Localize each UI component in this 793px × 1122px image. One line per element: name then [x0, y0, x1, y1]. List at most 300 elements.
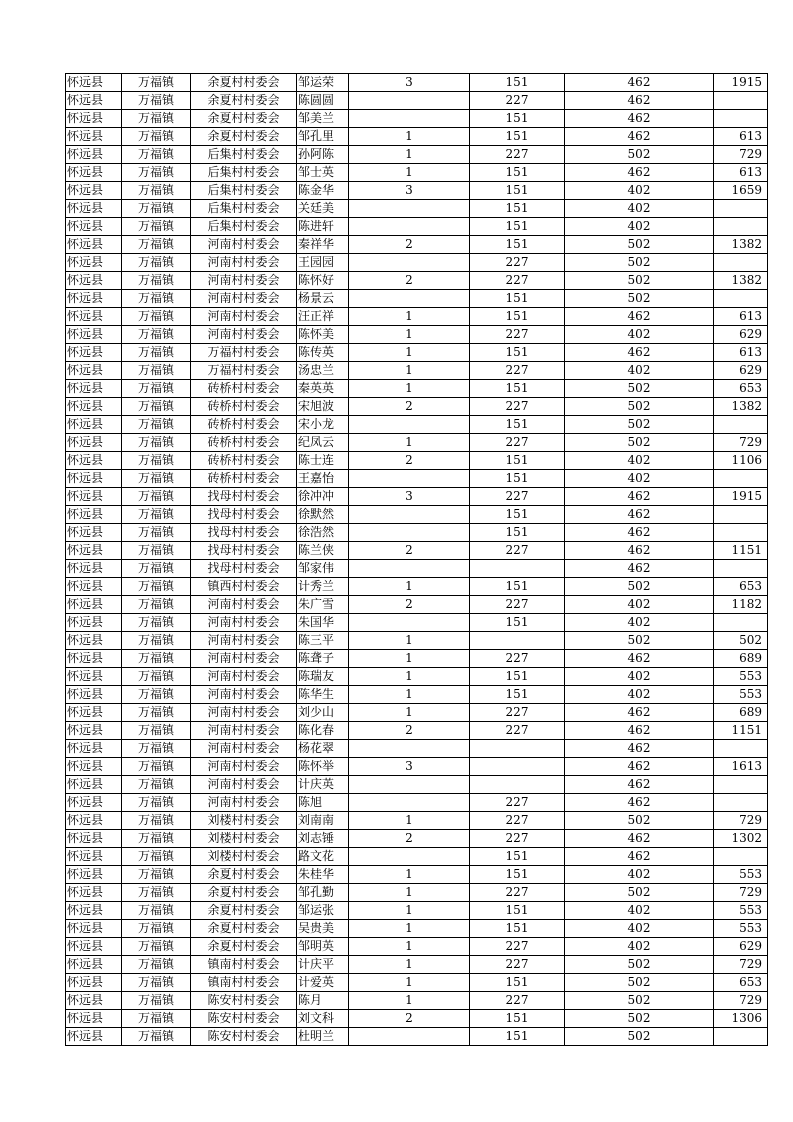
- town-cell: 万福镇: [122, 128, 191, 146]
- county-cell: 怀远县: [66, 110, 122, 128]
- count-cell: 1: [349, 128, 470, 146]
- county-cell: 怀远县: [66, 254, 122, 272]
- county-cell: 怀远县: [66, 866, 122, 884]
- name-cell: 杨景云: [297, 290, 349, 308]
- name-cell: 邹孔勤: [297, 884, 349, 902]
- amount-a-cell: 151: [470, 470, 565, 488]
- town-cell: 万福镇: [122, 902, 191, 920]
- village-committee-cell: 河南村村委会: [191, 740, 297, 758]
- town-cell: 万福镇: [122, 272, 191, 290]
- name-cell: 邹美兰: [297, 110, 349, 128]
- total-cell: [714, 92, 768, 110]
- total-cell: 1151: [714, 542, 768, 560]
- count-cell: 2: [349, 722, 470, 740]
- count-cell: 3: [349, 74, 470, 92]
- amount-a-cell: 227: [470, 542, 565, 560]
- table-row: [66, 974, 768, 992]
- name-cell: 徐默然: [297, 506, 349, 524]
- town-cell: 万福镇: [122, 200, 191, 218]
- name-cell: 邹运荣: [297, 74, 349, 92]
- total-cell: 729: [714, 956, 768, 974]
- table-row: [66, 128, 768, 146]
- table-row: [66, 578, 768, 596]
- amount-b-cell: 462: [565, 488, 714, 506]
- county-cell: 怀远县: [66, 830, 122, 848]
- village-committee-cell: 河南村村委会: [191, 290, 297, 308]
- total-cell: 729: [714, 812, 768, 830]
- count-cell: 1: [349, 632, 470, 650]
- amount-a-cell: 151: [470, 290, 565, 308]
- village-committee-cell: 余夏村村委会: [191, 866, 297, 884]
- total-cell: 553: [714, 686, 768, 704]
- village-committee-cell: 河南村村委会: [191, 326, 297, 344]
- total-cell: 502: [714, 632, 768, 650]
- amount-b-cell: 462: [565, 92, 714, 110]
- total-cell: [714, 254, 768, 272]
- total-cell: 689: [714, 704, 768, 722]
- total-cell: [714, 614, 768, 632]
- town-cell: 万福镇: [122, 884, 191, 902]
- name-cell: 汪正祥: [297, 308, 349, 326]
- amount-b-cell: 402: [565, 668, 714, 686]
- name-cell: 陈怀美: [297, 326, 349, 344]
- amount-b-cell: 462: [565, 740, 714, 758]
- total-cell: 1382: [714, 272, 768, 290]
- name-cell: 吴贵美: [297, 920, 349, 938]
- table-row: [66, 542, 768, 560]
- name-cell: 陈旭: [297, 794, 349, 812]
- name-cell: 陈化春: [297, 722, 349, 740]
- amount-b-cell: 462: [565, 506, 714, 524]
- town-cell: 万福镇: [122, 812, 191, 830]
- count-cell: 1: [349, 902, 470, 920]
- village-committee-cell: 余夏村村委会: [191, 920, 297, 938]
- town-cell: 万福镇: [122, 938, 191, 956]
- name-cell: 关廷美: [297, 200, 349, 218]
- town-cell: 万福镇: [122, 866, 191, 884]
- total-cell: 553: [714, 920, 768, 938]
- village-committee-cell: 后集村村委会: [191, 146, 297, 164]
- amount-a-cell: 227: [470, 398, 565, 416]
- county-cell: 怀远县: [66, 740, 122, 758]
- town-cell: 万福镇: [122, 290, 191, 308]
- county-cell: 怀远县: [66, 884, 122, 902]
- amount-b-cell: 462: [565, 128, 714, 146]
- amount-b-cell: 462: [565, 722, 714, 740]
- count-cell: [349, 218, 470, 236]
- table-row: [66, 326, 768, 344]
- town-cell: 万福镇: [122, 380, 191, 398]
- total-cell: 1302: [714, 830, 768, 848]
- table-row: [66, 146, 768, 164]
- town-cell: 万福镇: [122, 560, 191, 578]
- total-cell: 553: [714, 902, 768, 920]
- count-cell: 1: [349, 146, 470, 164]
- county-cell: 怀远县: [66, 470, 122, 488]
- village-committee-cell: 砖桥村村委会: [191, 398, 297, 416]
- total-cell: 729: [714, 884, 768, 902]
- table-row: [66, 668, 768, 686]
- name-cell: 陈金华: [297, 182, 349, 200]
- county-cell: 怀远县: [66, 974, 122, 992]
- county-cell: 怀远县: [66, 272, 122, 290]
- total-cell: [714, 776, 768, 794]
- amount-a-cell: 227: [470, 956, 565, 974]
- total-cell: 613: [714, 164, 768, 182]
- count-cell: [349, 794, 470, 812]
- county-cell: 怀远县: [66, 1010, 122, 1028]
- name-cell: 计爱英: [297, 974, 349, 992]
- amount-a-cell: 151: [470, 200, 565, 218]
- name-cell: 杜明兰: [297, 1028, 349, 1046]
- total-cell: [714, 506, 768, 524]
- county-cell: 怀远县: [66, 128, 122, 146]
- count-cell: 1: [349, 920, 470, 938]
- amount-a-cell: 227: [470, 92, 565, 110]
- county-cell: 怀远县: [66, 398, 122, 416]
- town-cell: 万福镇: [122, 650, 191, 668]
- count-cell: 1: [349, 938, 470, 956]
- town-cell: 万福镇: [122, 848, 191, 866]
- count-cell: 1: [349, 704, 470, 722]
- town-cell: 万福镇: [122, 218, 191, 236]
- amount-a-cell: 151: [470, 380, 565, 398]
- total-cell: [714, 110, 768, 128]
- county-cell: 怀远县: [66, 380, 122, 398]
- amount-a-cell: 227: [470, 488, 565, 506]
- count-cell: 3: [349, 758, 470, 776]
- village-committee-cell: 余夏村村委会: [191, 902, 297, 920]
- amount-b-cell: 402: [565, 470, 714, 488]
- amount-b-cell: 502: [565, 578, 714, 596]
- amount-a-cell: 227: [470, 326, 565, 344]
- name-cell: 计秀兰: [297, 578, 349, 596]
- county-cell: 怀远县: [66, 812, 122, 830]
- amount-a-cell: 227: [470, 146, 565, 164]
- table-row: [66, 848, 768, 866]
- county-cell: 怀远县: [66, 308, 122, 326]
- amount-b-cell: 462: [565, 758, 714, 776]
- county-cell: 怀远县: [66, 218, 122, 236]
- total-cell: [714, 848, 768, 866]
- name-cell: 孙阿陈: [297, 146, 349, 164]
- amount-a-cell: [470, 758, 565, 776]
- county-cell: 怀远县: [66, 542, 122, 560]
- village-committee-cell: 陈安村村委会: [191, 992, 297, 1010]
- table-row: [66, 830, 768, 848]
- town-cell: 万福镇: [122, 524, 191, 542]
- total-cell: 729: [714, 992, 768, 1010]
- table-row: [66, 1028, 768, 1046]
- county-cell: 怀远县: [66, 236, 122, 254]
- amount-b-cell: 502: [565, 236, 714, 254]
- name-cell: 宋小龙: [297, 416, 349, 434]
- village-committee-cell: 刘楼村村委会: [191, 830, 297, 848]
- name-cell: 陈三平: [297, 632, 349, 650]
- name-cell: 邹明英: [297, 938, 349, 956]
- amount-a-cell: 151: [470, 452, 565, 470]
- total-cell: [714, 200, 768, 218]
- table-row: [66, 452, 768, 470]
- county-cell: 怀远县: [66, 1028, 122, 1046]
- name-cell: 刘少山: [297, 704, 349, 722]
- town-cell: 万福镇: [122, 470, 191, 488]
- town-cell: 万福镇: [122, 110, 191, 128]
- table-row: [66, 308, 768, 326]
- town-cell: 万福镇: [122, 1010, 191, 1028]
- village-committee-cell: 河南村村委会: [191, 758, 297, 776]
- table-row: [66, 434, 768, 452]
- count-cell: 1: [349, 668, 470, 686]
- amount-b-cell: 502: [565, 812, 714, 830]
- amount-a-cell: 151: [470, 218, 565, 236]
- name-cell: 邹士英: [297, 164, 349, 182]
- amount-a-cell: 151: [470, 110, 565, 128]
- name-cell: 朱国华: [297, 614, 349, 632]
- amount-b-cell: 402: [565, 326, 714, 344]
- village-committee-cell: 余夏村村委会: [191, 110, 297, 128]
- village-committee-cell: 找母村村委会: [191, 488, 297, 506]
- amount-b-cell: 462: [565, 560, 714, 578]
- village-committee-cell: 镇南村村委会: [191, 974, 297, 992]
- table-row: [66, 1010, 768, 1028]
- amount-b-cell: 402: [565, 182, 714, 200]
- count-cell: [349, 848, 470, 866]
- county-cell: 怀远县: [66, 704, 122, 722]
- village-committee-cell: 砖桥村村委会: [191, 452, 297, 470]
- town-cell: 万福镇: [122, 956, 191, 974]
- name-cell: 陈兰侠: [297, 542, 349, 560]
- name-cell: 邹运张: [297, 902, 349, 920]
- amount-b-cell: 502: [565, 398, 714, 416]
- count-cell: 1: [349, 956, 470, 974]
- total-cell: [714, 1028, 768, 1046]
- table-row: [66, 740, 768, 758]
- table-row: [66, 290, 768, 308]
- amount-b-cell: 462: [565, 308, 714, 326]
- table-row: [66, 920, 768, 938]
- county-cell: 怀远县: [66, 452, 122, 470]
- county-cell: 怀远县: [66, 200, 122, 218]
- amount-b-cell: 502: [565, 992, 714, 1010]
- amount-b-cell: 502: [565, 1010, 714, 1028]
- village-committee-cell: 找母村村委会: [191, 542, 297, 560]
- county-cell: 怀远县: [66, 524, 122, 542]
- village-committee-cell: 找母村村委会: [191, 560, 297, 578]
- amount-b-cell: 402: [565, 866, 714, 884]
- amount-a-cell: 151: [470, 578, 565, 596]
- town-cell: 万福镇: [122, 488, 191, 506]
- table-row: [66, 218, 768, 236]
- village-committee-cell: 找母村村委会: [191, 506, 297, 524]
- town-cell: 万福镇: [122, 398, 191, 416]
- count-cell: 1: [349, 326, 470, 344]
- table-row: [66, 596, 768, 614]
- name-cell: 陈月: [297, 992, 349, 1010]
- count-cell: [349, 1028, 470, 1046]
- name-cell: 刘文科: [297, 1010, 349, 1028]
- amount-a-cell: 151: [470, 524, 565, 542]
- total-cell: 1151: [714, 722, 768, 740]
- town-cell: 万福镇: [122, 686, 191, 704]
- amount-b-cell: 462: [565, 74, 714, 92]
- count-cell: 1: [349, 344, 470, 362]
- table-row: [66, 506, 768, 524]
- amount-b-cell: 402: [565, 938, 714, 956]
- count-cell: [349, 92, 470, 110]
- amount-b-cell: 462: [565, 650, 714, 668]
- town-cell: 万福镇: [122, 722, 191, 740]
- village-committee-cell: 河南村村委会: [191, 704, 297, 722]
- town-cell: 万福镇: [122, 74, 191, 92]
- name-cell: 路文花: [297, 848, 349, 866]
- count-cell: 2: [349, 1010, 470, 1028]
- amount-a-cell: [470, 632, 565, 650]
- total-cell: 629: [714, 326, 768, 344]
- amount-b-cell: 462: [565, 776, 714, 794]
- count-cell: 1: [349, 434, 470, 452]
- village-committee-cell: 河南村村委会: [191, 254, 297, 272]
- amount-a-cell: [470, 740, 565, 758]
- town-cell: 万福镇: [122, 146, 191, 164]
- county-cell: 怀远县: [66, 182, 122, 200]
- amount-a-cell: 151: [470, 506, 565, 524]
- town-cell: 万福镇: [122, 308, 191, 326]
- amount-b-cell: 462: [565, 542, 714, 560]
- amount-a-cell: 227: [470, 722, 565, 740]
- count-cell: 2: [349, 272, 470, 290]
- table-row: [66, 632, 768, 650]
- table-row: [66, 470, 768, 488]
- count-cell: 3: [349, 488, 470, 506]
- village-committee-cell: 河南村村委会: [191, 614, 297, 632]
- county-cell: 怀远县: [66, 290, 122, 308]
- amount-b-cell: 402: [565, 686, 714, 704]
- village-committee-cell: 砖桥村村委会: [191, 416, 297, 434]
- town-cell: 万福镇: [122, 704, 191, 722]
- count-cell: 1: [349, 686, 470, 704]
- amount-b-cell: 462: [565, 830, 714, 848]
- table-row: [66, 686, 768, 704]
- table-row: [66, 254, 768, 272]
- table-row: [66, 92, 768, 110]
- name-cell: 陈进轩: [297, 218, 349, 236]
- town-cell: 万福镇: [122, 740, 191, 758]
- amount-a-cell: 151: [470, 920, 565, 938]
- total-cell: 1306: [714, 1010, 768, 1028]
- town-cell: 万福镇: [122, 920, 191, 938]
- county-cell: 怀远县: [66, 146, 122, 164]
- village-committee-cell: 找母村村委会: [191, 524, 297, 542]
- town-cell: 万福镇: [122, 794, 191, 812]
- town-cell: 万福镇: [122, 452, 191, 470]
- amount-b-cell: 502: [565, 254, 714, 272]
- county-cell: 怀远县: [66, 164, 122, 182]
- village-committee-cell: 镇西村村委会: [191, 578, 297, 596]
- name-cell: 王嘉怡: [297, 470, 349, 488]
- amount-b-cell: 402: [565, 452, 714, 470]
- amount-a-cell: 151: [470, 308, 565, 326]
- count-cell: 2: [349, 542, 470, 560]
- village-committee-cell: 后集村村委会: [191, 182, 297, 200]
- table-row: [66, 902, 768, 920]
- amount-b-cell: 402: [565, 596, 714, 614]
- name-cell: 王园园: [297, 254, 349, 272]
- name-cell: 刘志锤: [297, 830, 349, 848]
- county-cell: 怀远县: [66, 488, 122, 506]
- town-cell: 万福镇: [122, 992, 191, 1010]
- table-row: [66, 866, 768, 884]
- amount-b-cell: 402: [565, 218, 714, 236]
- total-cell: [714, 470, 768, 488]
- table-row: [66, 560, 768, 578]
- amount-a-cell: 151: [470, 866, 565, 884]
- village-committee-cell: 砖桥村村委会: [191, 470, 297, 488]
- total-cell: [714, 524, 768, 542]
- total-cell: [714, 290, 768, 308]
- table-row: [66, 488, 768, 506]
- village-committee-cell: 刘楼村村委会: [191, 848, 297, 866]
- county-cell: 怀远县: [66, 848, 122, 866]
- amount-a-cell: 227: [470, 254, 565, 272]
- town-cell: 万福镇: [122, 326, 191, 344]
- amount-b-cell: 502: [565, 272, 714, 290]
- county-cell: 怀远县: [66, 434, 122, 452]
- count-cell: 1: [349, 578, 470, 596]
- town-cell: 万福镇: [122, 1028, 191, 1046]
- name-cell: 秦祥华: [297, 236, 349, 254]
- county-cell: 怀远县: [66, 722, 122, 740]
- count-cell: [349, 776, 470, 794]
- name-cell: 徐冲冲: [297, 488, 349, 506]
- count-cell: 2: [349, 452, 470, 470]
- count-cell: [349, 200, 470, 218]
- total-cell: [714, 218, 768, 236]
- county-cell: 怀远县: [66, 92, 122, 110]
- amount-a-cell: 227: [470, 938, 565, 956]
- amount-a-cell: 151: [470, 902, 565, 920]
- amount-a-cell: 151: [470, 974, 565, 992]
- county-cell: 怀远县: [66, 668, 122, 686]
- town-cell: 万福镇: [122, 92, 191, 110]
- amount-a-cell: 227: [470, 812, 565, 830]
- name-cell: 计庆英: [297, 776, 349, 794]
- village-committee-cell: 河南村村委会: [191, 308, 297, 326]
- count-cell: [349, 416, 470, 434]
- count-cell: 2: [349, 398, 470, 416]
- town-cell: 万福镇: [122, 164, 191, 182]
- table-row: [66, 344, 768, 362]
- total-cell: 653: [714, 578, 768, 596]
- amount-a-cell: 151: [470, 164, 565, 182]
- town-cell: 万福镇: [122, 974, 191, 992]
- village-committee-cell: 河南村村委会: [191, 776, 297, 794]
- village-committee-cell: 砖桥村村委会: [191, 380, 297, 398]
- total-cell: 613: [714, 344, 768, 362]
- amount-a-cell: 151: [470, 128, 565, 146]
- amount-a-cell: 151: [470, 182, 565, 200]
- records-table-body: [66, 74, 768, 1046]
- amount-a-cell: 227: [470, 362, 565, 380]
- county-cell: 怀远县: [66, 686, 122, 704]
- town-cell: 万福镇: [122, 236, 191, 254]
- county-cell: 怀远县: [66, 74, 122, 92]
- county-cell: 怀远县: [66, 632, 122, 650]
- amount-b-cell: 402: [565, 920, 714, 938]
- name-cell: 陈传英: [297, 344, 349, 362]
- table-row: [66, 650, 768, 668]
- village-committee-cell: 余夏村村委会: [191, 92, 297, 110]
